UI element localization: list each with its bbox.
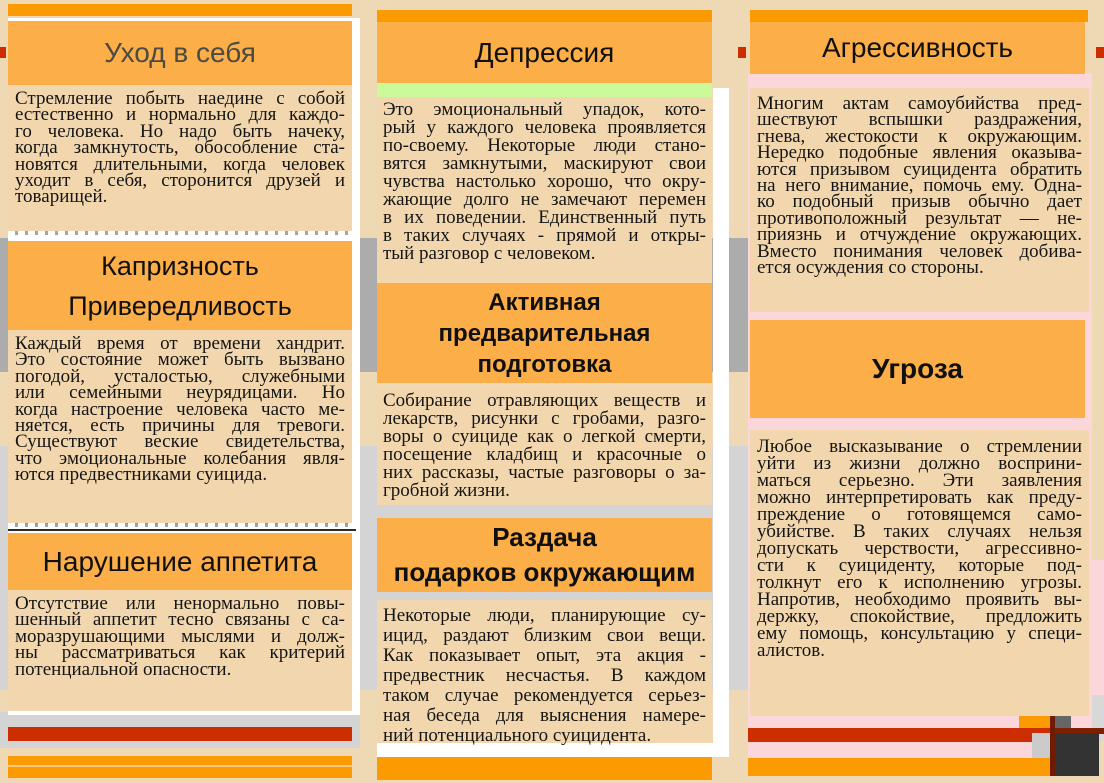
left-bottom-orange-bar-line [8, 765, 352, 767]
left-bottom-red-bar [8, 727, 352, 741]
section-body-moodiness: Каждый время от времени хандрит. Это состояние может быть вызвано погодой, усталостью, служебными или семейными неурядицами. Но когда настроение человека часто ме- няется, есть причины для тревоги. Существуют веские свидетельства, что эмоциональные колебания явля- ются предвестниками суицида. [8, 330, 352, 524]
section-body-threat: Любое высказывание о стремлении уйти из жизни должно восприни- маться серьезно. Эти заявления можно интерпретировать как преду- преждение о готовящемся само- убийстве. В таких случаях нельзя допускать черствости, агрессивно- сти к суициденту, которые под- толкнут его к исполнению угрозы. Напротив, необходимо проявить вы- держку, спокойствие, предложить ему помощь, консультацию у специ- алистов. [750, 430, 1089, 716]
right-margin-pink [1092, 560, 1104, 695]
section-body-appetite: Отсутствие или ненормально повы- шенный аппетит тесно связаны с са- моразрушающими мыслями и долж- ны рассматриваться как критерий потенциальной опасности. [8, 590, 352, 711]
middle-white-strip [713, 88, 729, 744]
right-bottom-orange-bar [748, 758, 1050, 776]
section-header-moodiness: Капризность Привередливость [8, 241, 352, 330]
horizontal-rule [8, 529, 356, 531]
corner-gray-square [1055, 716, 1071, 728]
middle-gap-red-tick [738, 47, 746, 58]
right-bottom-red-bar [748, 728, 1050, 742]
section-body-depression: Это эмоциональный упадок, кото- рый у каждого человека проявляется по-своему. Некоторые люди стано- вятся замкнутыми, маскируют свои чувства настолько хорошо, что окру- жающие долго не замечают перемен в их поведении. Единственный путь в таких случаях - прямой и откры- тый разговор с человеком. [377, 97, 712, 283]
section-body-withdrawal: Стремление побыть наедине с собой естественно и нормально для каждо- го человека. Но надо быть начеку, когда замкнутость, обособление ста- новятся длительными, когда человек уходит в себя, сторонится друзей и товарищей. [8, 85, 352, 231]
left-edge-red-tick [0, 47, 6, 58]
corner-orange-square [1019, 716, 1050, 728]
right-top-orange-strip [750, 10, 1088, 22]
green-strip [377, 83, 712, 97]
left-top-orange-strip [8, 4, 352, 16]
section-header-depression: Депрессия [377, 22, 712, 83]
section-body-aggressiveness: Многим актам самоубийства пред- шествуют вспышки раздражения, гнева, жестокости к окружающим. Нередко подобные явления оказыва- ются призывом суицидента обратить на него внимание, помочь ему. Одна- ко подобный призыв обычно дает противоположный результат — не- приязнь и отчуждение окружающих. Вместо понимания человек добива- ется осуждения со стороны. [750, 88, 1089, 312]
section-body-preparation: Собирание отравляющих веществ и лекарств, рисунки с гробами, разго- воры о суициде как о легкой смерти, посещение кладбищ и красочные о них рассказы, частые разговоры о за- гробной жизни. [377, 388, 712, 505]
middle-bottom-orange-bar [377, 757, 712, 780]
section-header-preparation: Активная предварительная подготовка [377, 283, 712, 383]
right-edge-red-tick [1096, 47, 1104, 58]
left-bottom-orange-bar [8, 756, 352, 778]
corner-charcoal-rect [1055, 733, 1099, 776]
corner-lightgray-square [1032, 733, 1050, 758]
dashed-separator-1 [8, 231, 352, 235]
section-header-appetite: Нарушение аппетита [8, 533, 352, 590]
section-header-withdrawal: Уход в себя [8, 21, 352, 85]
middle-top-orange-strip [377, 10, 712, 22]
dashed-separator-2 [8, 523, 352, 527]
section-header-threat: Угроза [750, 320, 1085, 418]
section-header-aggressiveness: Агрессивность [750, 22, 1085, 74]
section-header-gifts: Раздача подарков окружающим [377, 518, 712, 592]
section-body-gifts: Некоторые люди, планирующие су- ицид, раздают близким свои вещи. Как показывает опыт, эта акция - предвестник несчастья. В каждом таком случае рекомендуется серьез- ная беседа для выяснения намере- ний потенциального суицидента. [377, 600, 712, 743]
